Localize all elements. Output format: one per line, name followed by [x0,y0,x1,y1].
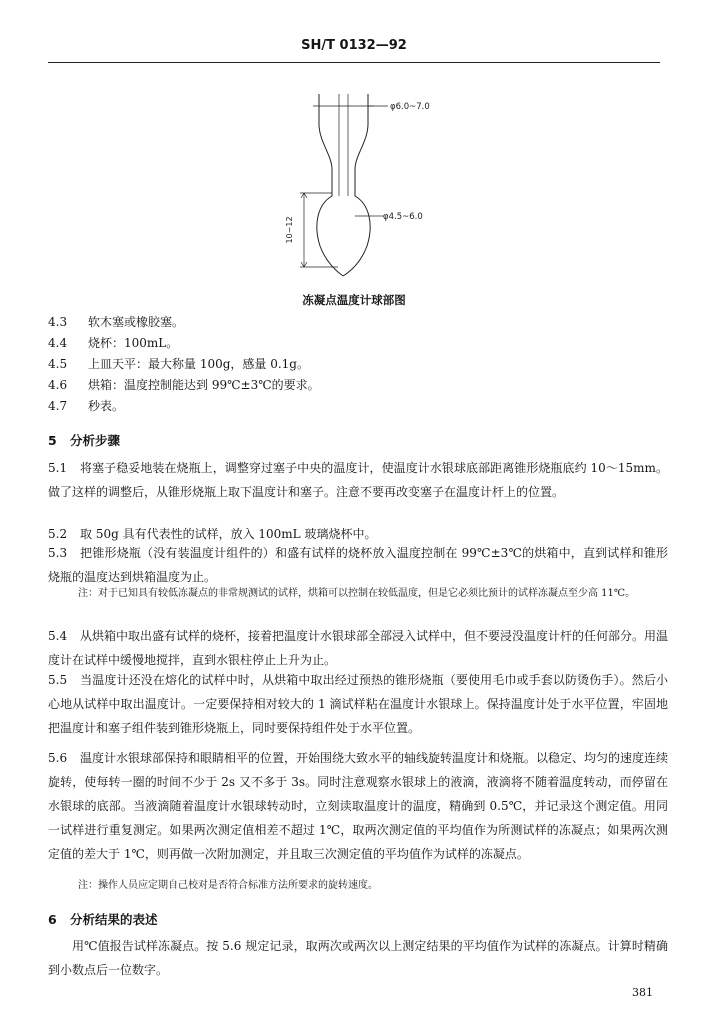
page-number: 381 [632,986,653,999]
list-item: 4.3 软木塞或橡胶塞。 [48,315,185,329]
list-item: 4.5 上皿天平：最大称量 100g，感量 0.1g。 [48,357,309,371]
list-item: 4.7 秒表。 [48,399,125,413]
page-header: SH/T 0132—92 [301,38,407,53]
header-rule [48,62,660,63]
dim-top-label: φ6.0~7.0 [390,102,430,112]
list-item: 4.6 烘箱：温度控制能达到 99℃±3℃的要求。 [48,378,320,392]
dim-bulb-label: φ4.5~6.0 [383,212,423,222]
paragraph-5-4: 5.4 从烘箱中取出盛有试样的烧杯，接着把温度计水银球部全部浸入试样中，但不要浸没温度计杆的任何部分。用温度计在试样中缓慢地搅拌，直到水银柱停止上升为止。 [48,629,669,667]
paragraph-5-1: 5.1 将塞子稳妥地装在烧瓶上，调整穿过塞子中央的温度计，使温度计水银球底部距离锥形烧瓶底约 10～15mm。做了这样的调整后，从锥形烧瓶上取下温度计和塞子。注意不要再改变塞子在温度计杆上的位置。 [48,461,668,499]
section-heading-6: 6 分析结果的表述 [48,912,158,927]
note-2: 注：操作人员应定期自己校对是否符合标准方法所要求的旋转速度。 [78,880,378,891]
figure-caption: 冻凝点温度计球部图 [302,293,406,307]
paragraph-6: 用℃值报告试样冻凝点。按 5.6 规定记录，取两次或两次以上测定结果的平均值作为试样的冻凝点。计算时精确到小数点后一位数字。 [48,939,668,977]
paragraph-5-2: 5.2 取 50g 具有代表性的试样，放入 100mL 玻璃烧杯中。 [48,527,377,541]
paragraph-5-3: 5.3 把锥形烧瓶（没有装温度计组件的）和盛有试样的烧杯放入温度控制在 99℃±3℃的烘箱中，直到试样和锥形烧瓶的温度达到烘箱温度为止。 [48,546,668,584]
section-heading-5: 5 分析步骤 [48,433,121,448]
list-item: 4.4 烧杯：100mL。 [48,336,179,350]
thermometer-bulb-figure [0,86,708,286]
thermometer-outline-right [343,94,370,276]
paragraph-5-6: 5.6 温度计水银球部保持和眼睛相平的位置，开始围绕大致水平的轴线旋转温度计和烧瓶。以稳定、均匀的速度连续旋转，使每转一圈的时间不少于 2s 又不多于 3s。同时注意观察水银球上的液滴，液滴将不随着温度转动，而停留在水银球的底部。当液滴随着温度计水银球转动时，立刻读取温度计的温度，精确到 0.5℃，并记录这个测定值。用同一试样进行重复测定。如果两次测定值相差不超过 1℃，取两次测定值的平均值作为所测试样的冻凝点；如果两次测定值的差大于 1℃，则再做一次附加测定，并且取三次测定值的平均值作为试样的冻凝点。 [48,751,669,861]
note-1: 注：对于已知具有较低冻凝点的非常规测试的试样，烘箱可以控制在较低温度，但是它必须比预计的试样冻凝点至少高 11℃。 [78,588,636,599]
paragraph-5-5: 5.5 当温度计还没在熔化的试样中时，从烘箱中取出经过预热的锥形烧瓶（要使用毛巾或手套以防烫伤手）。然后小心地从试样中取出温度计。一定要保持相对较大的 1 滴试样粘在温度计水银球上。保持温度计处于水平位置，牢固地把温度计和塞子组件装到锥形烧瓶上，同时要保持组件处于水平位置。 [48,673,668,735]
dim-height-label: 10~12 [285,216,294,244]
